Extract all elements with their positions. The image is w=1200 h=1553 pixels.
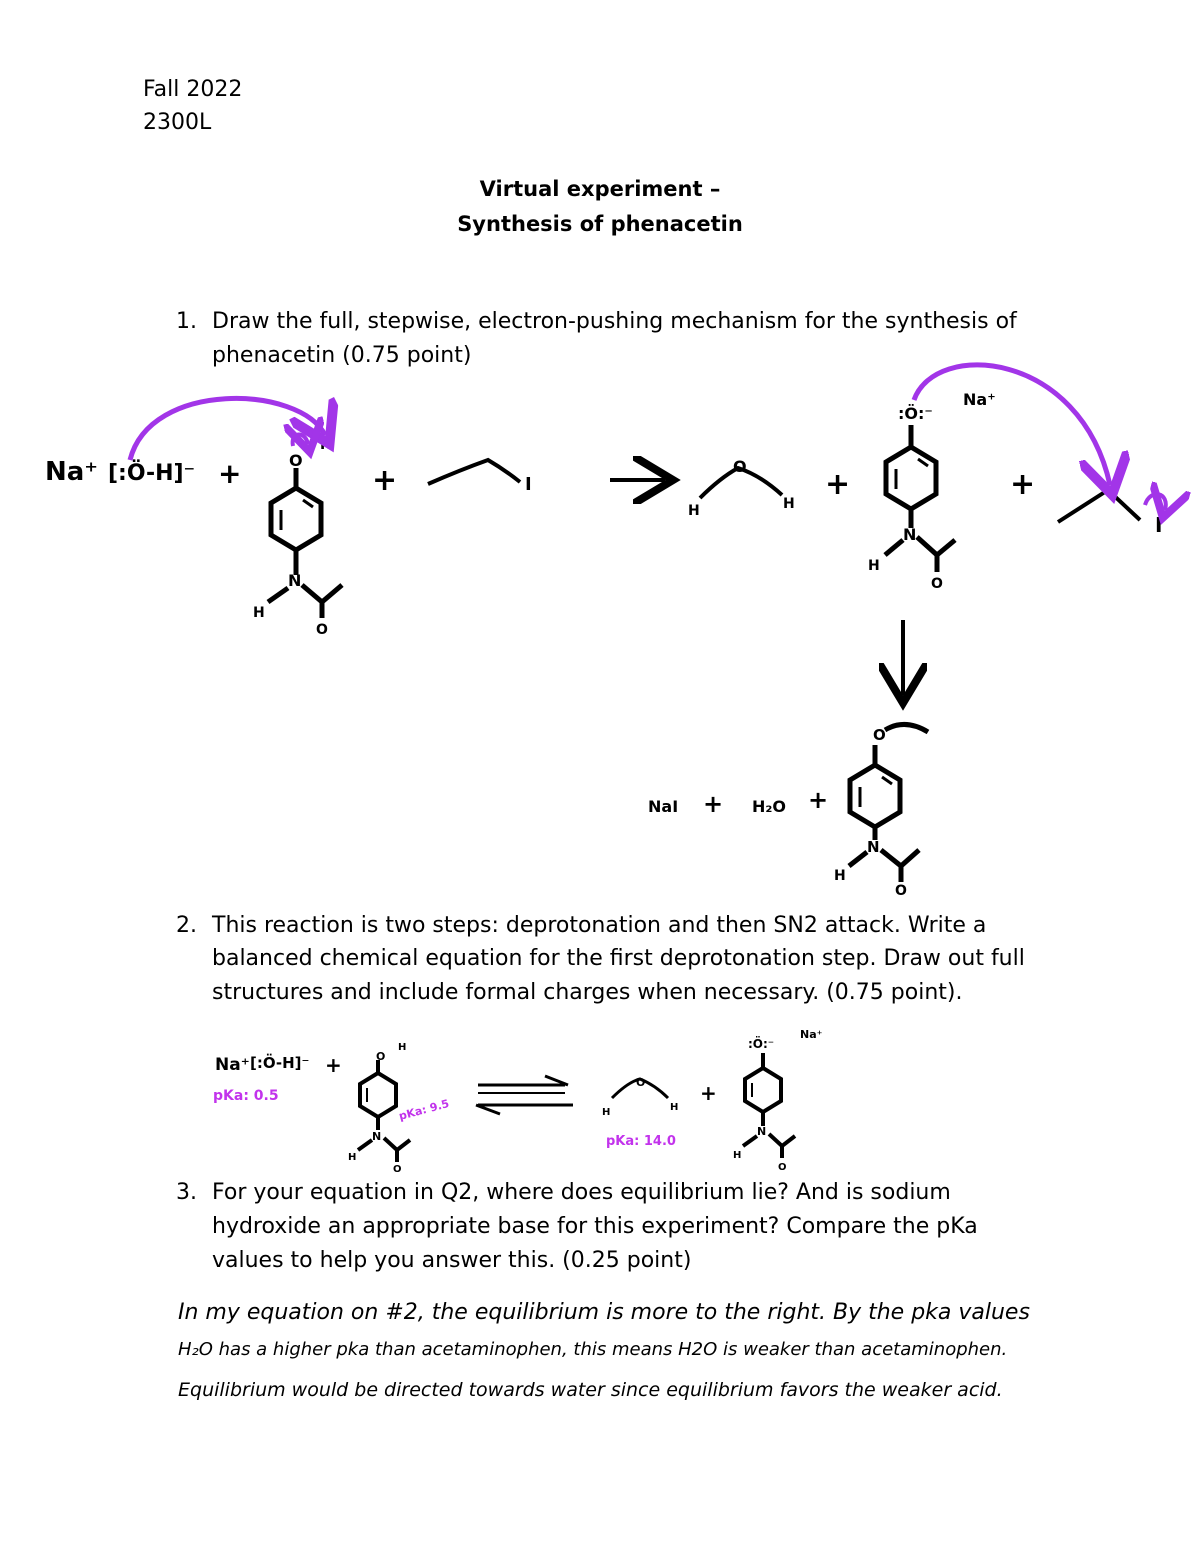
eq-n: N bbox=[372, 1130, 382, 1143]
eq-plus: + bbox=[700, 1081, 717, 1105]
mech-o: O bbox=[873, 726, 886, 744]
mech-water: H₂O bbox=[752, 797, 786, 816]
mech-na-plus-small: Na⁺ bbox=[963, 390, 996, 409]
answer-line: In my equation on #2, the equilibrium is more to the right. By the pka values bbox=[178, 1300, 1030, 1325]
mech-o: O bbox=[895, 883, 907, 899]
answer-line: H₂O has a higher pka than acetaminophen, this means H2O is weaker than acetaminophen. bbox=[178, 1339, 1008, 1360]
question-2-number: 2. bbox=[176, 913, 197, 938]
page-title-line2: Synthesis of phenacetin bbox=[457, 212, 743, 236]
eq-o: O bbox=[393, 1164, 402, 1175]
mech-oxide: :Ö:⁻ bbox=[898, 404, 933, 423]
question-3-line: For your equation in Q2, where does equilibrium lie? And is sodium bbox=[212, 1180, 951, 1205]
mech-plus: + bbox=[218, 457, 242, 490]
mech-h: H bbox=[834, 868, 846, 884]
eq-pka-acetaminophen: pKa: 9.5 bbox=[397, 1096, 451, 1123]
question-2-line: structures and include formal charges when necessary. (0.75 point). bbox=[212, 980, 963, 1005]
question-1-line: Draw the full, stepwise, electron-pushing mechanism for the synthesis of bbox=[212, 309, 1017, 334]
eq-h: H bbox=[733, 1150, 742, 1161]
eq-pka-hydroxide: pKa: 0.5 bbox=[213, 1088, 279, 1104]
question-1-number: 1. bbox=[176, 309, 197, 334]
eq-oxide: :Ö:⁻ bbox=[748, 1037, 775, 1051]
mech-n: N bbox=[903, 525, 917, 544]
phenoxide-structure bbox=[885, 425, 955, 572]
page-title-line1: Virtual experiment – bbox=[479, 177, 721, 201]
mech-o: O bbox=[316, 622, 328, 638]
mech-iodide: I bbox=[1155, 513, 1163, 537]
phenacetin-structure bbox=[849, 724, 928, 882]
eq-h: H bbox=[670, 1102, 679, 1113]
term-label: Fall 2022 bbox=[143, 77, 243, 102]
question-3-number: 3. bbox=[176, 1180, 197, 1205]
mech-hydroxide: [:Ö-H]⁻ bbox=[108, 461, 196, 486]
answer-line: Equilibrium would be directed towards water since equilibrium favors the weaker acid. bbox=[178, 1379, 1003, 1401]
mech-plus: + bbox=[825, 467, 851, 502]
question-2-line: This reaction is two steps: deprotonation and then SN2 attack. Write a bbox=[212, 913, 987, 938]
mech-o: O bbox=[733, 457, 747, 476]
eq-o: O bbox=[376, 1050, 386, 1063]
mech-plus: + bbox=[1010, 467, 1036, 502]
mech-o: O bbox=[289, 451, 303, 470]
mech-plus: + bbox=[703, 790, 724, 818]
eq-plus: + bbox=[325, 1053, 342, 1077]
mech-o: O bbox=[931, 576, 943, 592]
mech-iodide: I bbox=[525, 474, 532, 495]
course-label: 2300L bbox=[143, 110, 212, 135]
mech-na-plus: Na⁺ bbox=[45, 457, 99, 487]
mech-h: H bbox=[320, 437, 332, 453]
eq-o: O bbox=[778, 1162, 787, 1173]
eq-h: H bbox=[602, 1107, 611, 1118]
question-3-line: hydroxide an appropriate base for this experiment? Compare the pKa bbox=[212, 1214, 978, 1239]
mech-h: H bbox=[868, 558, 880, 574]
eq-h: H bbox=[398, 1042, 407, 1053]
eq-na-plus-small: Na⁺ bbox=[800, 1028, 823, 1041]
eq-phenoxide-structure bbox=[743, 1053, 795, 1158]
mech-plus: + bbox=[372, 463, 398, 498]
eq-h: H bbox=[348, 1152, 357, 1163]
question-3-line: values to help you answer this. (0.25 point) bbox=[212, 1248, 692, 1273]
eq-na-plus: Na⁺ bbox=[215, 1055, 250, 1075]
question-2-line: balanced chemical equation for the first deprotonation step. Draw out full bbox=[212, 946, 1025, 971]
acetaminophen-structure bbox=[268, 468, 342, 618]
mech-n: N bbox=[288, 571, 302, 590]
eq-n: N bbox=[757, 1125, 767, 1138]
mech-h: H bbox=[253, 605, 265, 621]
mech-h: H bbox=[783, 496, 795, 512]
mech-h: H bbox=[688, 503, 700, 519]
eq-hydroxide: [:Ö-H]⁻ bbox=[250, 1054, 310, 1072]
mech-plus: + bbox=[808, 786, 829, 814]
question-1-line: phenacetin (0.75 point) bbox=[212, 343, 472, 368]
mech-nai: NaI bbox=[648, 797, 679, 816]
eq-pka-water: pKa: 14.0 bbox=[606, 1134, 676, 1149]
mech-n: N bbox=[867, 838, 880, 856]
eq-o: O bbox=[636, 1076, 646, 1089]
